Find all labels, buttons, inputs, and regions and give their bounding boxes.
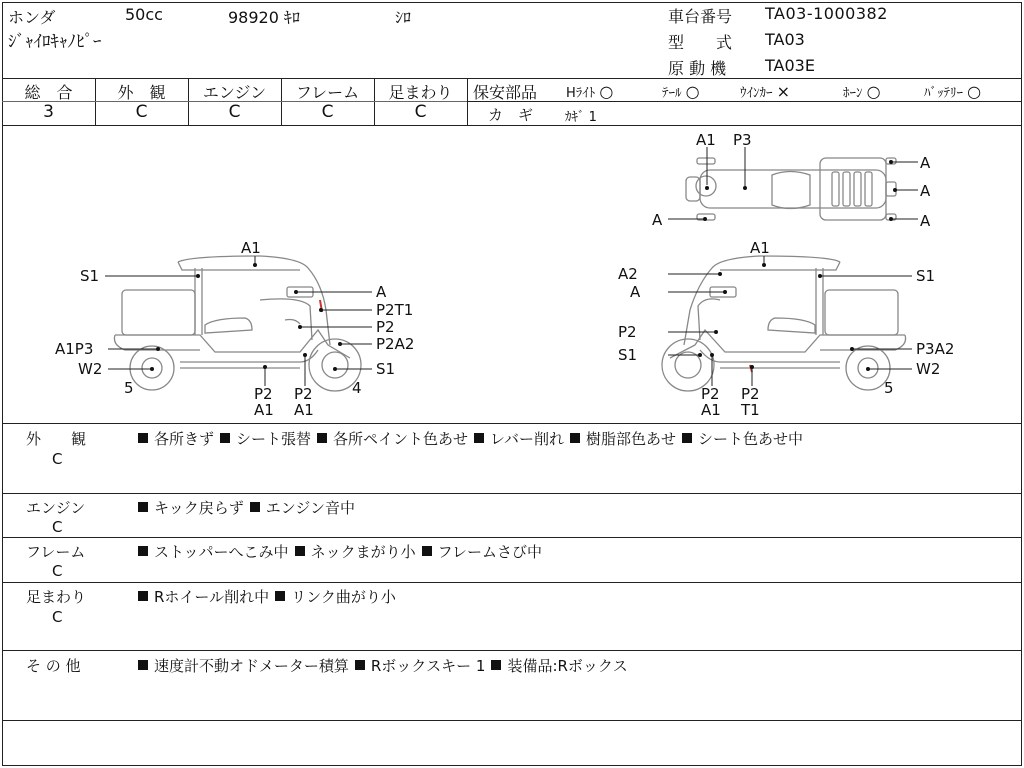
grade-total-value: 3 [43,102,54,122]
label-l-w2: W2 [78,360,103,378]
label-l-4: 4 [352,379,362,397]
safety-winker: ｳｲﾝｶｰ × [740,82,791,101]
remark-grade: C [52,608,63,626]
label-r-a1-1: A1 [701,401,721,419]
grade-exterior-value: C [135,102,148,122]
label-top-a-left: A [652,211,663,229]
remark-grade: C [52,562,63,580]
label-r-w2: W2 [916,360,941,378]
list-item: 各所きず [154,430,215,448]
remark-category: エンジン [26,499,86,517]
type-value: TA03 [765,30,805,49]
vehicle-diagram [0,126,1024,422]
grade-exterior-label: 外 観 [117,83,166,102]
label-l-5: 5 [124,379,134,397]
label-l-a1: A1 [241,239,261,257]
label-top-a-r3: A [920,212,931,230]
label-top-p3: P3 [733,131,752,149]
list-item: 樹脂部色あせ [586,430,677,448]
divider [2,582,1022,583]
label-l-s1b: S1 [376,360,396,378]
remark-category: そ の 他 [26,657,81,675]
divider [2,650,1022,651]
safety-horn: ﾎｰﾝ ○ [843,82,881,101]
list-item: 装備品:Rボックス [507,657,628,675]
label-r-t1: T1 [741,401,760,419]
label-l-p2: P2 [376,318,395,336]
list-item: ストッパーへこみ中 [154,543,289,561]
type-label: 型 式 [668,33,733,52]
list-item: リンク曲がり小 [291,588,396,606]
safety-headlight: Hﾗｲﾄ ○ [566,82,614,101]
label-r-a1: A1 [750,239,770,257]
grade-engine-value: C [228,102,241,122]
remark-items [138,428,809,449]
grade-suspension-label: 足まわり [388,83,453,102]
label-r-s1: S1 [916,267,936,285]
label-l-a1-1: A1 [254,401,274,419]
label-r-a: A [630,283,641,301]
key-label: カ ギ [488,106,534,124]
frame-no-label: 車台番号 [668,7,733,26]
engine-model-label: 原 動 機 [668,59,727,78]
safety-parts-label: 保安部品 [473,83,538,102]
list-item: ネックまがり小 [310,543,416,561]
label-l-a1p3: A1P3 [55,340,94,358]
remark-category: フレーム [26,543,86,561]
list-item: レバー削れ [490,430,564,448]
mileage: 98920 ｷﾛ [228,8,300,27]
safety-tail: ﾃｰﾙ ○ [662,82,700,101]
label-l-a: A [376,283,387,301]
label-l-p2t1: P2T1 [376,301,414,319]
divider [467,101,1022,102]
list-item: キック戻らず [154,499,244,517]
maker: ホンダ [8,8,56,27]
frame-no-value: TA03-1000382 [765,4,888,23]
grade-total-label: 総 合 [24,83,73,102]
grade-engine-label: エンジン [202,83,267,102]
safety-battery: ﾊﾞｯﾃﾘｰ ○ [924,82,982,101]
grade-frame-value: C [321,102,334,122]
label-l-p2-1: P2 [254,385,273,403]
label-r-s1b: S1 [618,346,638,364]
label-l-s1: S1 [80,267,100,285]
label-r-p2-2: P2 [741,385,760,403]
label-l-p2-2: P2 [294,385,313,403]
label-top-a1: A1 [696,131,716,149]
leader-lines [105,147,918,386]
remark-items [138,541,548,562]
label-r-p3a2: P3A2 [916,340,955,358]
remark-items [138,586,402,607]
list-item: シート色あせ中 [698,430,804,448]
leader-dots [150,160,897,371]
grade-frame-label: フレーム [295,83,360,102]
divider [2,537,1022,538]
grade-suspension-value: C [414,102,427,122]
label-l-p2a2: P2A2 [376,335,415,353]
divider [2,423,1022,424]
remark-grade: C [52,518,63,536]
list-item: エンジン音中 [265,499,355,517]
model-name: ｼﾞｬｲﾛｷｬﾉﾋﾟｰ [8,32,102,52]
label-top-a-r2: A [920,182,931,200]
label-r-p2-1: P2 [701,385,720,403]
list-item: フレームさび中 [437,543,542,561]
label-r-p2: P2 [618,323,637,341]
key-value: ｶｷﾞ 1 [565,110,597,125]
list-item: Rボックスキー 1 [370,657,486,675]
label-l-a1-2: A1 [294,401,314,419]
remark-category: 足まわり [26,588,87,606]
list-item: 速度計不動オドメーター積算 [154,657,349,675]
list-item: 各所ペイント色あせ [333,430,469,448]
remark-items [138,497,361,518]
remark-items [138,655,634,676]
divider [2,720,1022,721]
divider [2,78,1022,79]
label-top-a-r1: A [920,154,931,172]
color: ｼﾛ [395,8,412,27]
list-item: Rホイール削れ中 [154,588,270,606]
label-r-a2: A2 [618,265,638,283]
list-item: シート張替 [236,430,312,448]
remark-grade: C [52,450,63,468]
label-r-5: 5 [884,379,894,397]
remark-category: 外 観 [26,430,87,448]
displacement: 50cc [125,5,163,24]
engine-model-value: TA03E [765,56,815,75]
divider [2,493,1022,494]
top-view [686,158,896,220]
